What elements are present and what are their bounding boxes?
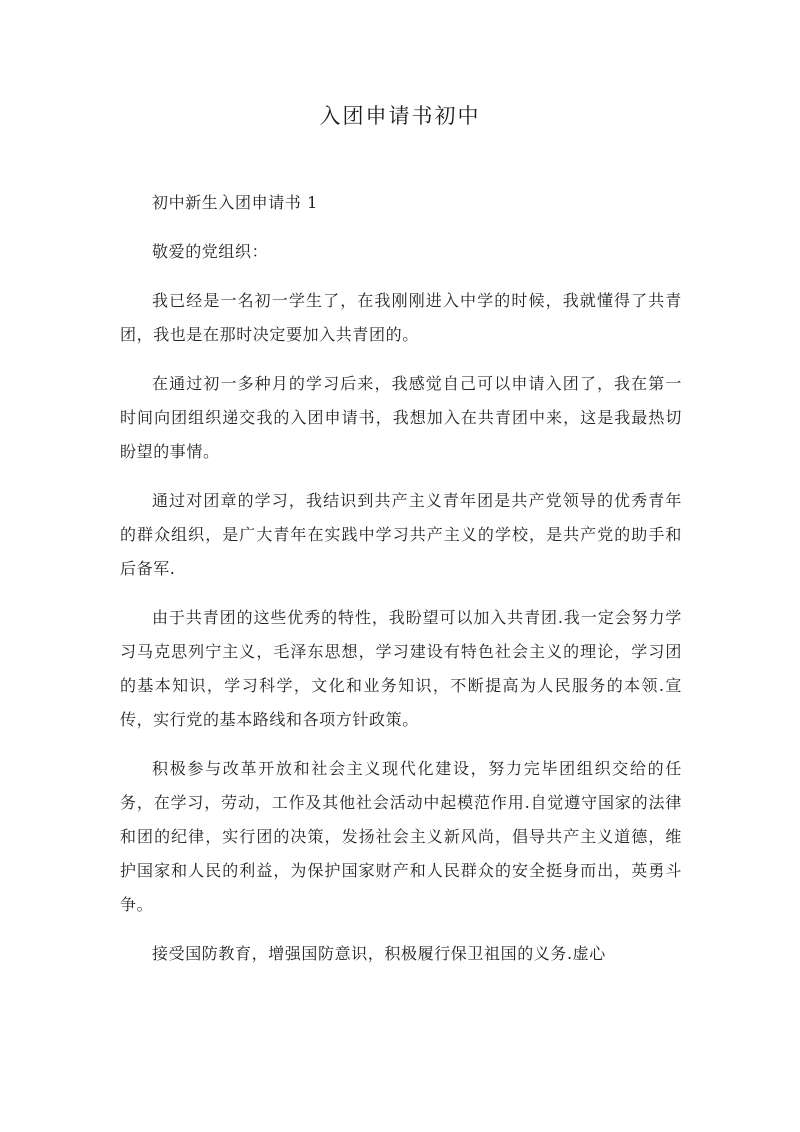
- body-paragraph: 我已经是一名初一学生了，在我刚刚进入中学的时候，我就懂得了共青团，我也是在那时决定要加入共青团的。: [120, 291, 682, 344]
- body-paragraph: 接受国防教育，增强国防意识，积极履行保卫祖国的义务.虚心: [152, 944, 606, 963]
- body-paragraph: 在通过初一多种月的学习后来，我感觉自己可以申请入团了，我在第一时间向团组织递交我的入团申请书，我想加入在共青团中来，这是我最热切盼望的事情。: [120, 374, 682, 461]
- salutation: 敬爱的党组织：: [152, 242, 269, 261]
- subtitle-line: 初中新生入团申请书 1: [152, 193, 318, 212]
- document-title: 入团申请书初中: [319, 104, 481, 128]
- body-paragraph: 由于共青团的这些优秀的特性，我盼望可以加入共青团.我一定会努力学习马克思列宁主义，毛泽东思想，学习建设有特色社会主义的理论，学习团的基本知识，学习科学，文化和业务知识，不断提高为人民服务的本领.宣传，实行党的基本路线和各项方针政策。: [120, 608, 682, 729]
- body-paragraph: 通过对团章的学习，我结识到共产主义青年团是共产党领导的优秀青年的群众组织，是广大青年在实践中学习共产主义的学校，是共产党的助手和后备军.: [120, 491, 682, 578]
- body-paragraph: 积极参与改革开放和社会主义现代化建设，努力完毕团组织交给的任务，在学习，劳动，工作及其他社会活动中起模范作用.自觉遵守国家的法律和团的纪律，实行团的决策，发扬社会主义新风尚，倡导共产主义道德，维护国家和人民的利益，为保护国家财产和人民群众的安全挺身而出，英勇斗争。: [120, 759, 682, 914]
- document-body: [120, 186, 682, 986]
